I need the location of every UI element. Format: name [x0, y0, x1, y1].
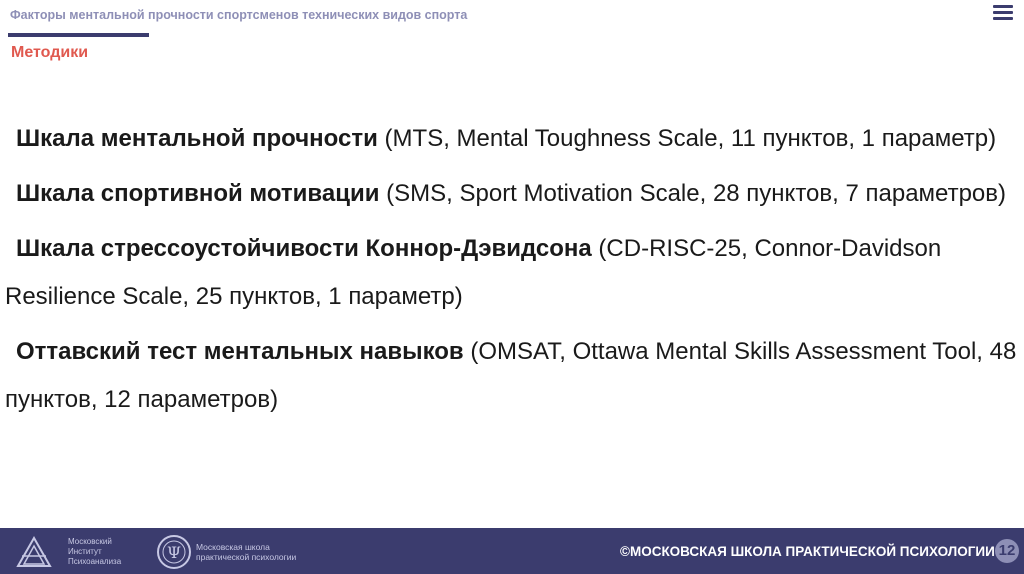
section-title: Методики [11, 44, 89, 61]
list-item [5, 225, 1017, 321]
footer-bar [0, 528, 1024, 574]
school-logo-icon [156, 534, 192, 570]
item-detail: (SMS, Sport Motivation Scale, 28 пунктов, 7 параметров) [379, 180, 1007, 207]
header-rule [8, 33, 149, 37]
list-item [5, 170, 1017, 218]
menu-button[interactable] [993, 5, 1013, 21]
list-item [5, 328, 1017, 424]
item-detail: (MTS, Mental Toughness Scale, 11 пунктов, 1 параметр) [377, 125, 997, 152]
page-number-badge: 12 [995, 539, 1019, 563]
institute-logo-text: Московский Институт Психоанализа [68, 537, 122, 566]
item-detail: (CD-RISC-25, Connor-Davidson Resilience Scale, 25 пунктов, 1 параметр) [5, 235, 942, 310]
school-logo-text: Московская школа практической психологии [196, 542, 297, 562]
methods-list [5, 115, 1017, 431]
list-item [5, 115, 1017, 163]
header-title: Факторы ментальной прочности спортсменов технических видов спорта [10, 8, 468, 22]
institute-logo-icon [16, 536, 52, 568]
item-name: Шкала спортивной мотивации [16, 180, 380, 207]
item-detail: (OMSAT, Ottawa Mental Skills Assessment Tool, 48 пунктов, 12 параметров) [5, 338, 1017, 413]
item-name: Оттавский тест ментальных навыков [16, 338, 464, 365]
item-name: Шкала стрессоустойчивости Коннор-Дэвидсона [16, 235, 592, 262]
item-name: Шкала ментальной прочности [16, 125, 378, 152]
copyright-text: ©МОСКОВСКАЯ ШКОЛА ПРАКТИЧЕСКОЙ ПСИХОЛОГИИ [620, 544, 995, 559]
svg-text:Ψ: Ψ [166, 543, 182, 562]
hamburger-menu-icon [993, 5, 1013, 20]
